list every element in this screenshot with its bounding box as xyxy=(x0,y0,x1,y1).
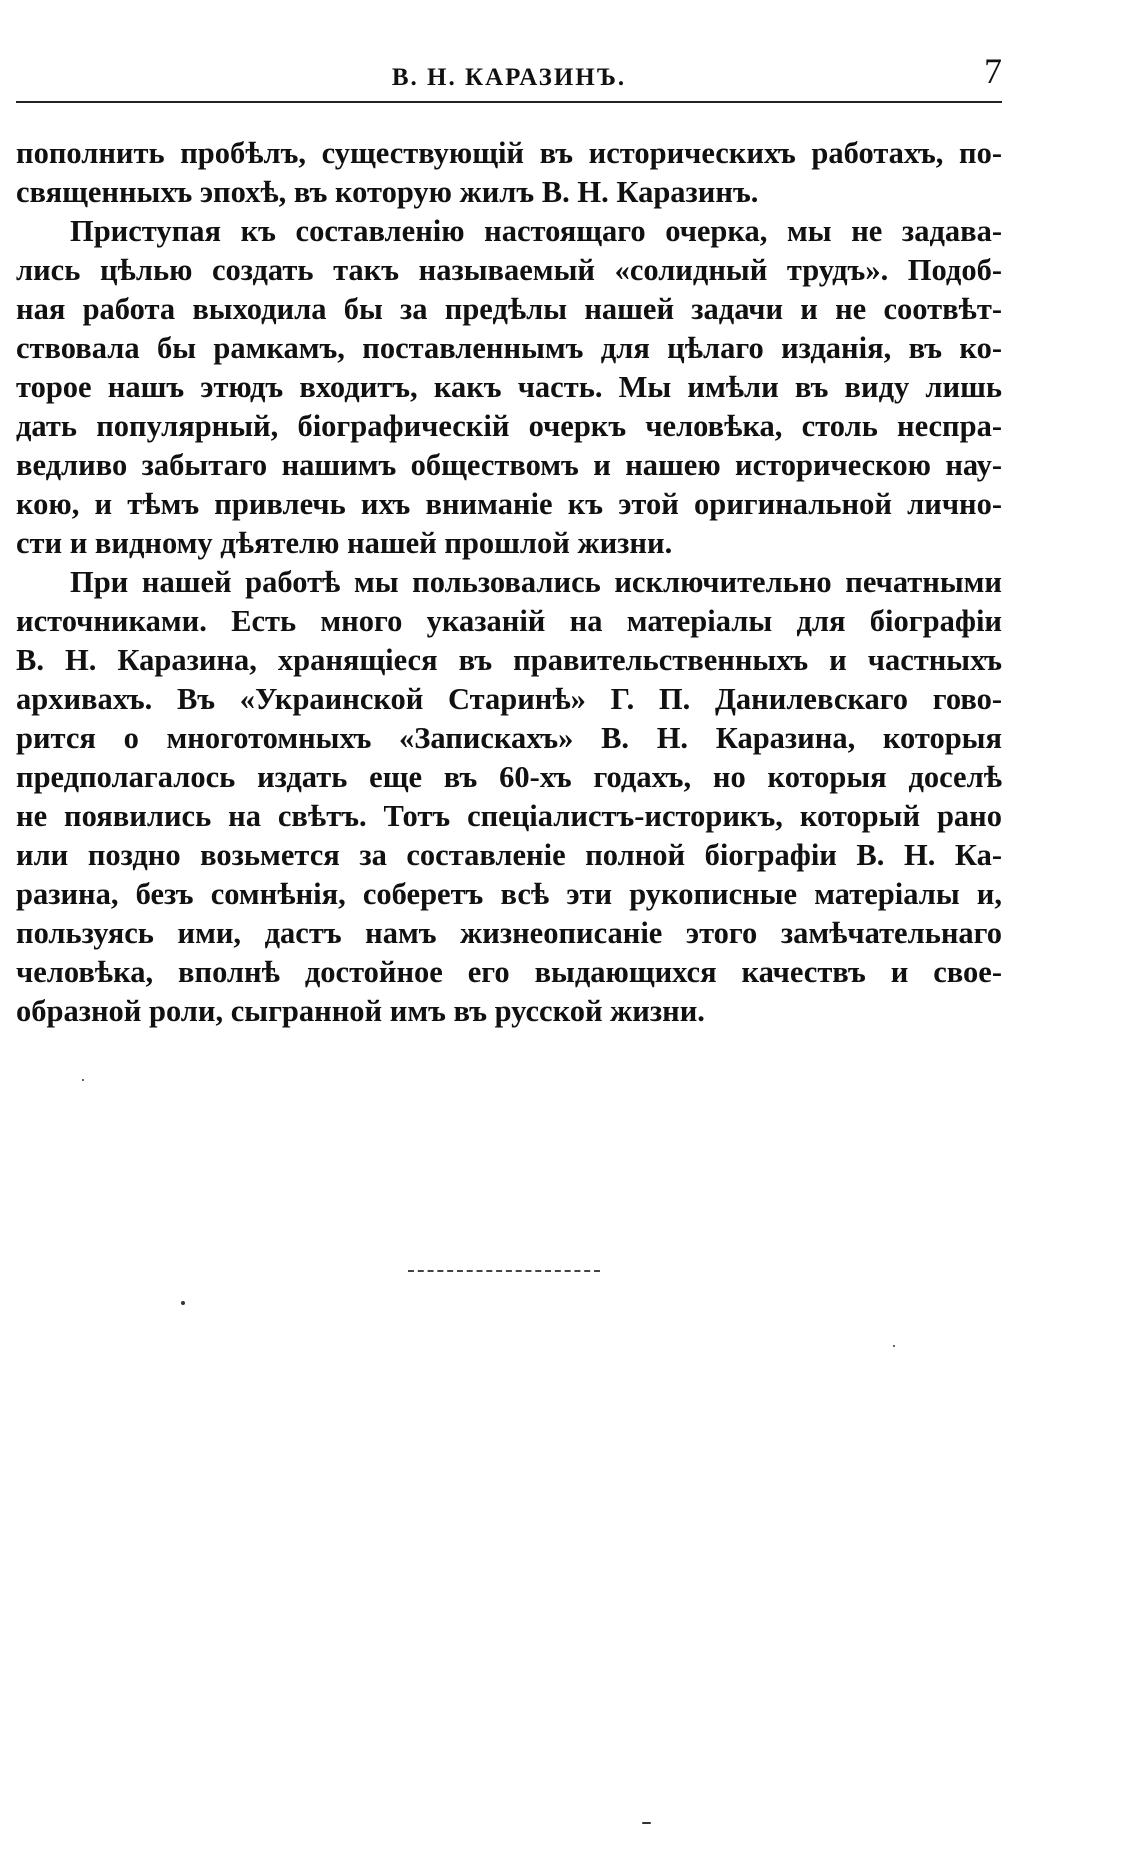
text-line: ведливо забытаго нашимъ обществомъ и нашею историческою нау- xyxy=(16,448,1002,482)
paragraph-2 xyxy=(16,212,1002,563)
text-line: предполагалось издать еще въ 60-хъ годахъ, но которыя доселѣ xyxy=(16,760,1002,794)
text-line: архивахъ. Въ «Украинской Старинѣ» Г. П. Данилевскаго гово- xyxy=(16,682,1002,716)
text-line: ствовала бы рамкамъ, поставленнымъ для цѣлаго изданія, въ ко- xyxy=(16,331,1002,365)
text-line: Приступая къ составленію настоящаго очерка, мы не задава- xyxy=(70,214,1002,248)
text-line: рится о многотомныхъ «Запискахъ» В. Н. Каразина, которыя xyxy=(16,721,1002,755)
running-head xyxy=(16,50,1002,100)
text-line: образной роли, сыгранной имъ въ русской жизни. xyxy=(16,994,705,1028)
print-speck xyxy=(82,1079,84,1081)
text-line: торое нашъ этюдъ входитъ, какъ часть. Мы имѣли въ виду лишь xyxy=(16,370,1002,404)
text-line: ная работа выходила бы за предѣлы нашей задачи и не соотвѣт- xyxy=(16,292,1002,326)
text-line: источниками. Есть много указаній на матеріалы для біографіи xyxy=(16,604,1002,638)
text-line: разина, безъ сомнѣнія, соберетъ всѣ эти рукописные матеріалы и, xyxy=(16,877,1002,911)
page-number: 7 xyxy=(984,51,1002,91)
paragraph-3 xyxy=(16,563,1002,1031)
text-line: кою, и тѣмъ привлечь ихъ вниманіе къ этой оригинальной лично- xyxy=(16,487,1002,521)
end-of-text-rule xyxy=(408,1270,600,1272)
text-line: В. Н. Каразина, хранящіеся въ правительственныхъ и частныхъ xyxy=(16,643,1002,677)
text-line: При нашей работѣ мы пользовались исключительно печатными xyxy=(70,565,1002,599)
running-title: В. Н. КАРАЗИНЪ. xyxy=(391,64,627,91)
print-speck xyxy=(893,1345,895,1347)
paragraph-1 xyxy=(16,134,1002,212)
text-line: пользуясь ими, дастъ намъ жизнеописаніе этого замѣчательнаго xyxy=(16,916,1002,950)
print-speck xyxy=(181,1301,185,1305)
text-line: дать популярный, біографическій очеркъ человѣка, столь неспра- xyxy=(16,409,1002,443)
body-text xyxy=(16,134,1002,1031)
text-line: лись цѣлью создать такъ называемый «солидный трудъ». Подоб- xyxy=(16,253,1002,287)
print-speck xyxy=(642,1822,651,1824)
text-line: сти и видному дѣятелю нашей прошлой жизни. xyxy=(16,526,673,560)
text-line: священныхъ эпохѣ, въ которую жилъ В. Н. Каразинъ. xyxy=(16,175,759,209)
text-line: или поздно возьмется за составленіе полной біографіи В. Н. Ка- xyxy=(16,838,1002,872)
text-line: человѣка, вполнѣ достойное его выдающихся качествъ и свое- xyxy=(16,955,1002,989)
text-line: пополнить пробѣлъ, существующій въ историческихъ работахъ, по- xyxy=(16,136,1002,170)
header-rule xyxy=(16,101,1002,103)
text-line: не появились на свѣтъ. Тотъ спеціалистъ-историкъ, который рано xyxy=(16,799,1002,833)
